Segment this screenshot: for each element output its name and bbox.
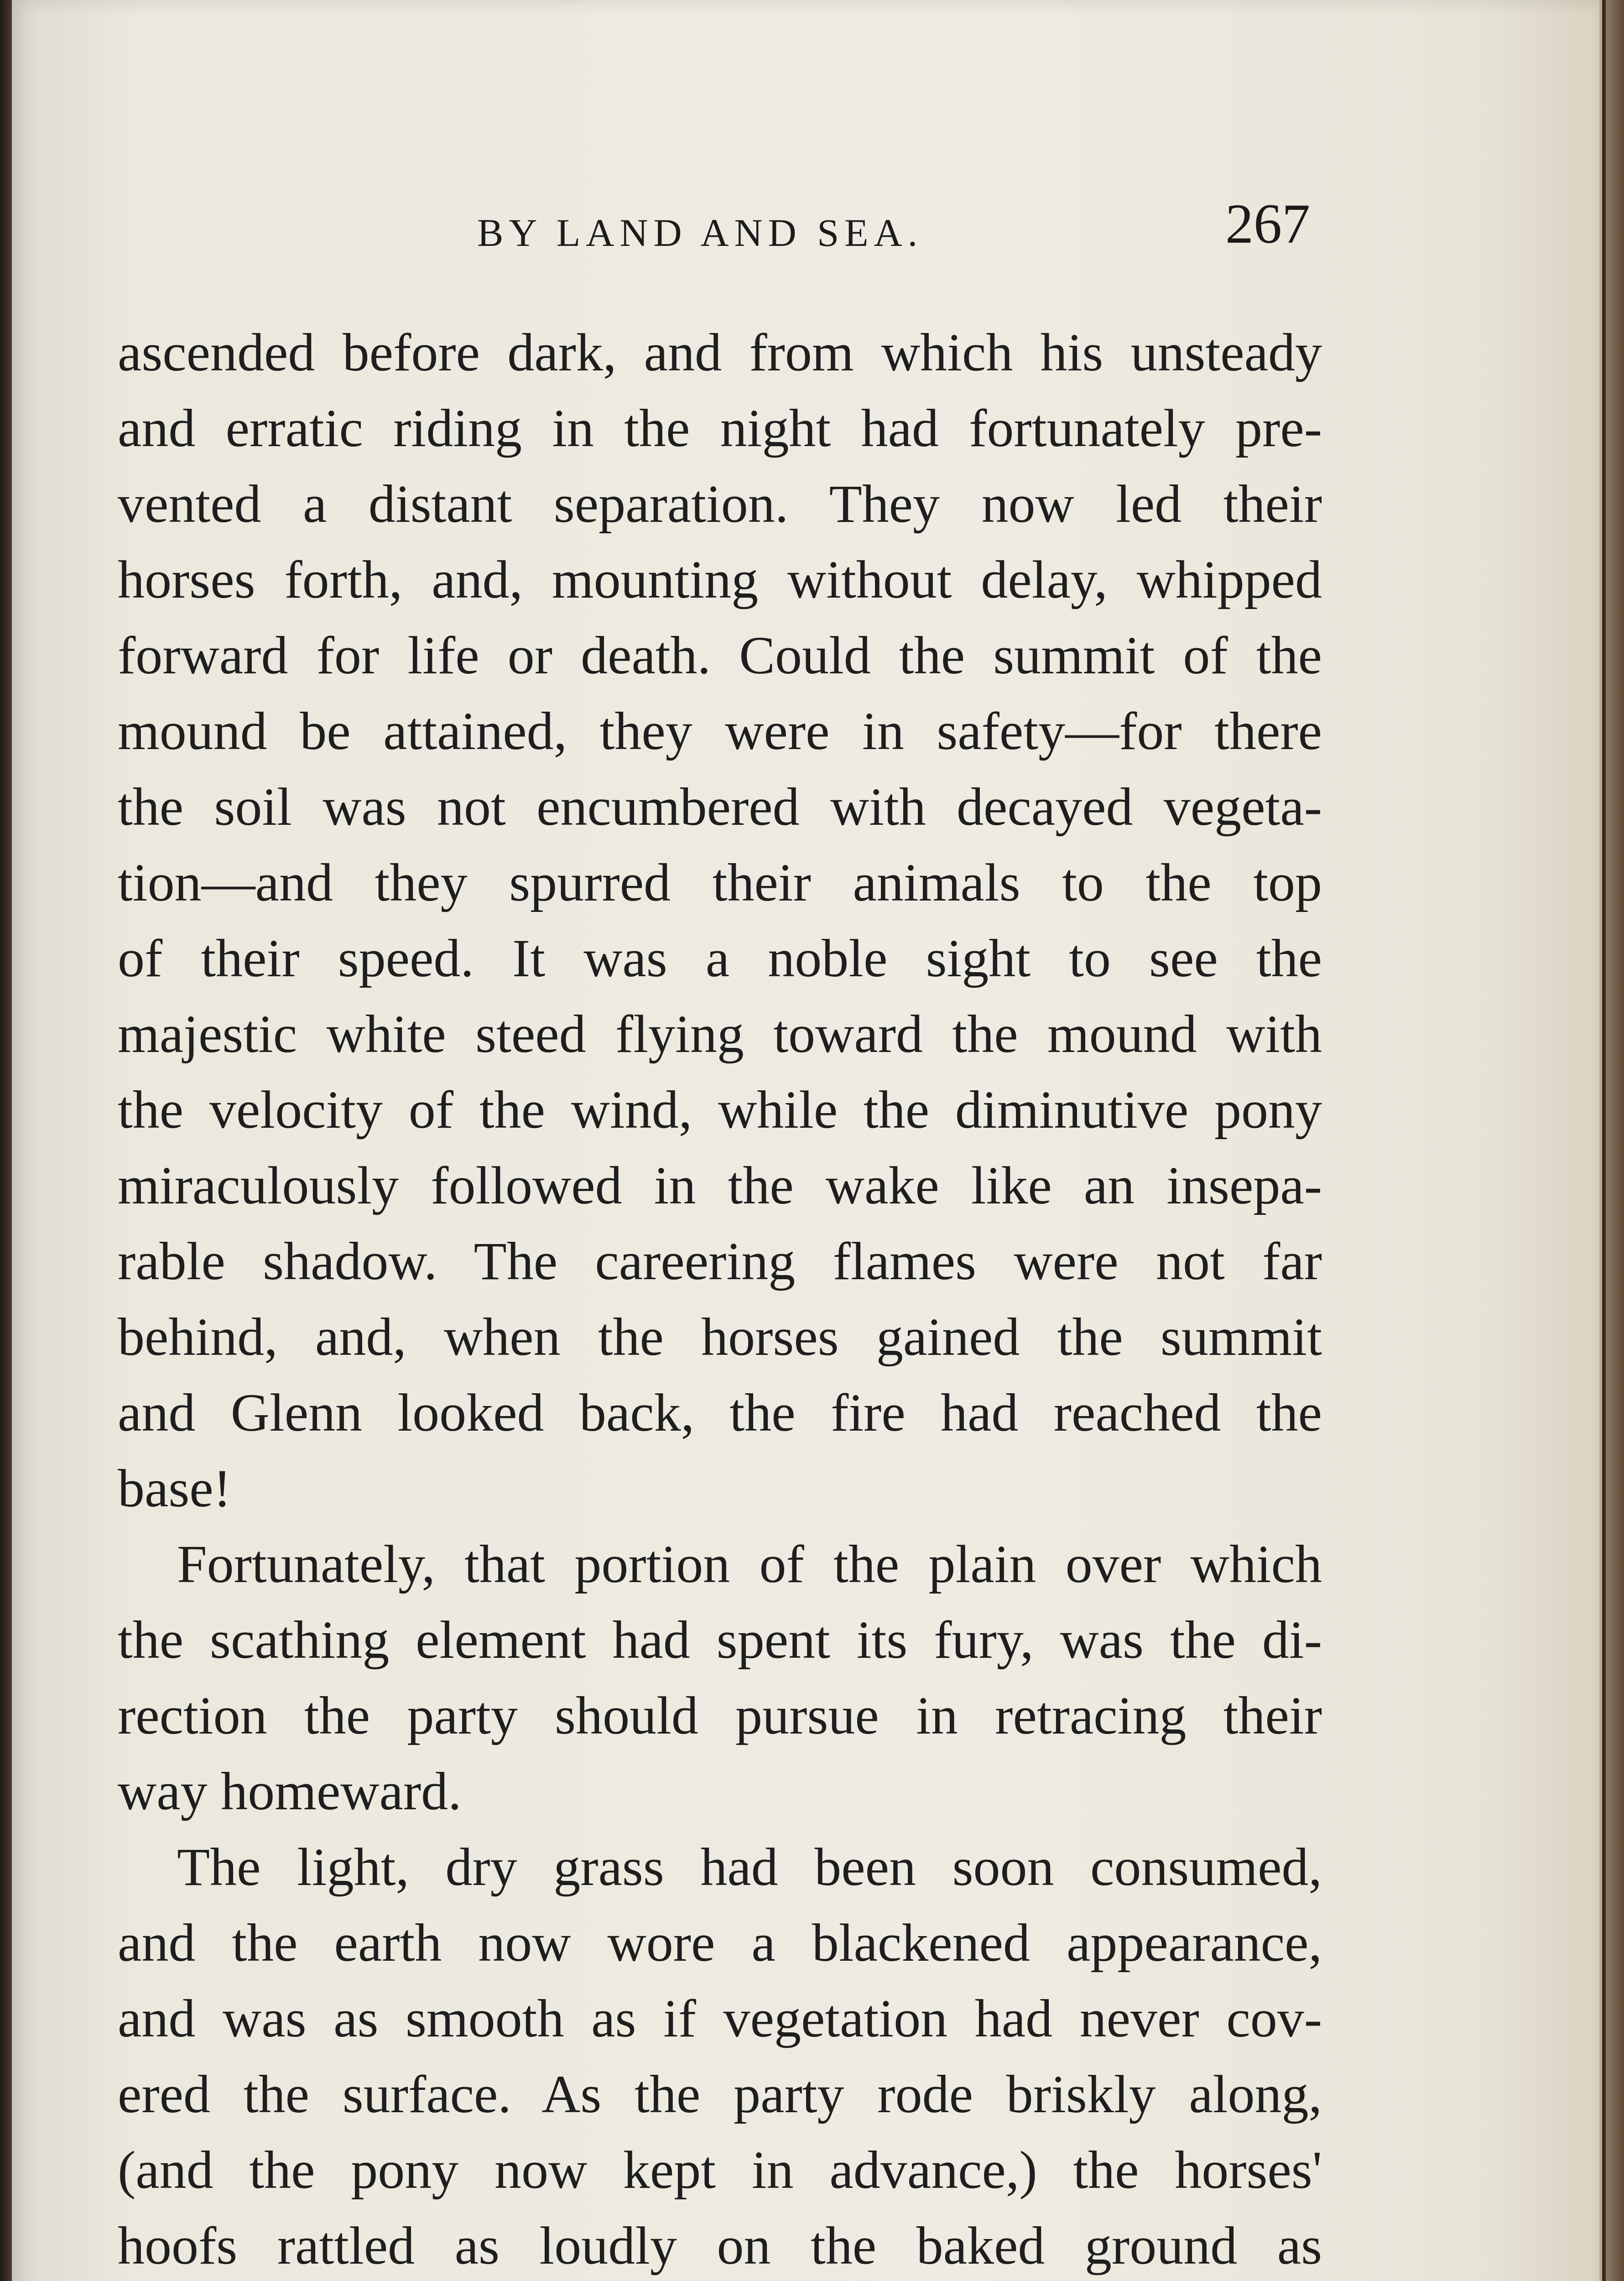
page-edge	[1606, 0, 1624, 2281]
text-line: Fortunately, that portion of the plain over which	[177, 1534, 1322, 1594]
book-page	[12, 0, 1602, 2281]
text-line: behind, and, when the horses gained the summit	[118, 1307, 1322, 1367]
text-line: of their speed. It was a noble sight to see the	[118, 928, 1322, 988]
text-line: and erratic riding in the night had fortunately pre-	[118, 398, 1322, 458]
text-line: majestic white steed flying toward the mound with	[118, 1004, 1322, 1064]
page-number: 267	[1225, 193, 1310, 255]
text-line: ascended before dark, and from which his unsteady	[118, 323, 1322, 382]
text-line: (and the pony now kept in advance,) the horses'	[118, 2140, 1322, 2200]
text-line: horses forth, and, mounting without delay, whipped	[118, 550, 1322, 609]
text-line: miraculously followed in the wake like an insepa-	[118, 1156, 1322, 1215]
text-line: and Glenn looked back, the fire had reached the	[118, 1383, 1322, 1443]
text-line: ered the surface. As the party rode briskly along,	[118, 2064, 1322, 2124]
book-spine	[0, 0, 12, 2281]
running-head: BY LAND AND SEA.	[477, 211, 923, 255]
text-line: hoofs rattled as loudly on the baked ground as	[118, 2216, 1322, 2276]
text-line: and the earth now wore a blackened appearance,	[118, 1913, 1322, 1973]
text-line: the scathing element had spent its fury, was the di-	[118, 1610, 1322, 1670]
text-line: rection the party should pursue in retracing their	[118, 1686, 1322, 1745]
text-line: the velocity of the wind, while the diminutive pony	[118, 1080, 1322, 1140]
text-line: mound be attained, they were in safety—for there	[118, 701, 1322, 761]
text-line: forward for life or death. Could the summit of the	[118, 625, 1322, 685]
text-line: rable shadow. The careering flames were not far	[118, 1231, 1322, 1291]
page-header	[12, 192, 1599, 265]
text-line: The light, dry grass had been soon consumed,	[177, 1837, 1322, 1897]
text-line: tion—and they spurred their animals to the top	[118, 853, 1322, 912]
body-text	[118, 315, 1322, 2281]
text-line: the soil was not encumbered with decayed vegeta-	[118, 777, 1322, 837]
text-line: way homeward.	[118, 1761, 462, 1821]
text-line: base!	[118, 1458, 231, 1518]
text-line: and was as smooth as if vegetation had never cov-	[118, 1989, 1322, 2048]
text-line: vented a distant separation. They now led their	[118, 474, 1322, 534]
